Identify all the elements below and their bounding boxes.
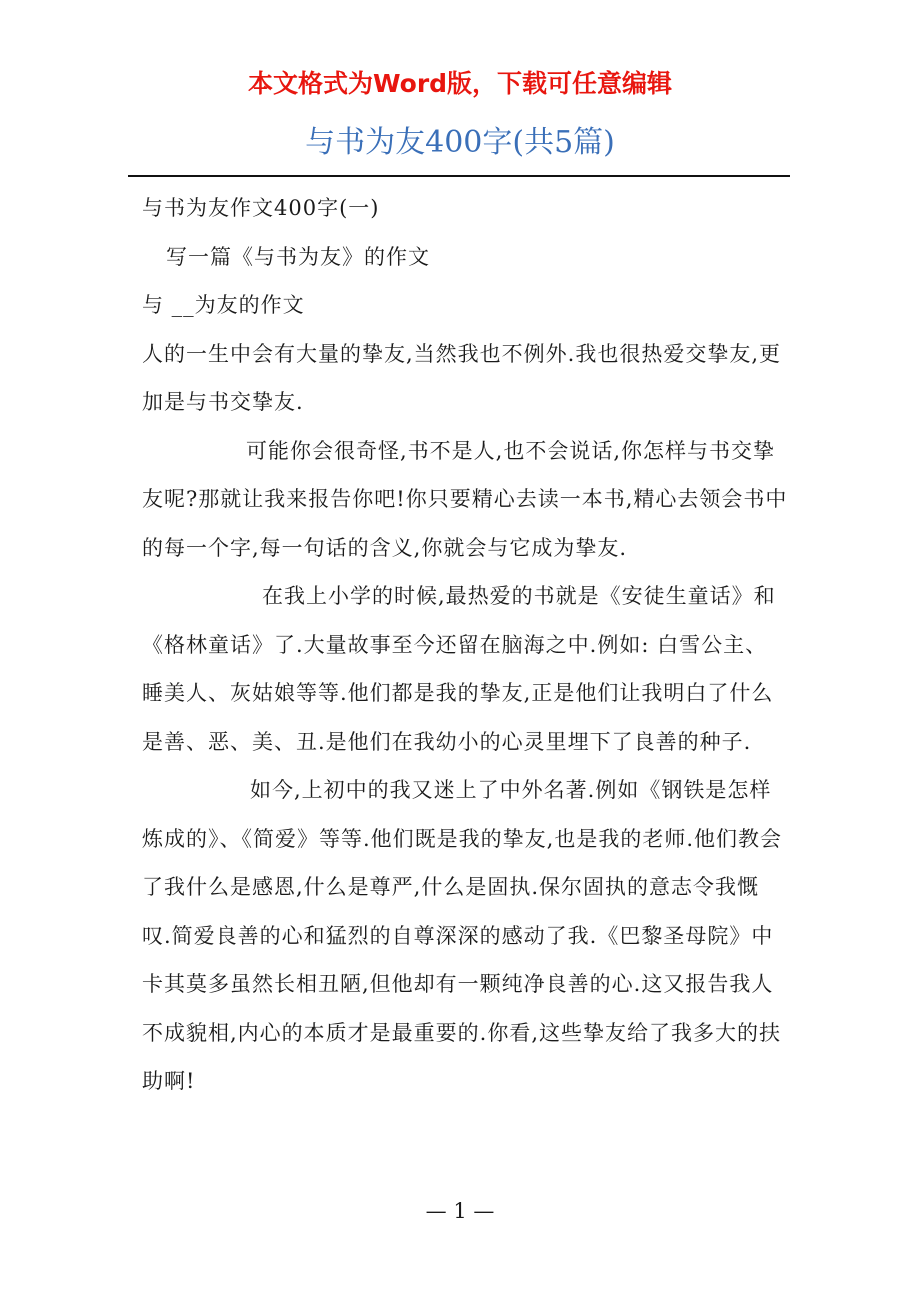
essay-subheading: 写一篇《与书为友》的作文 xyxy=(166,244,430,269)
paragraph-1: 人的一生中会有大量的挚友,当然我也不例外.我也很热爱交挚友,更加是与书交挚友. xyxy=(142,341,782,414)
paragraph-2: 可能你会很奇怪,书不是人,也不会说话,你怎样与书交挚友呢?那就让我来报告你吧!你只要精心去读一本书,精心去领会书中的每一个字,每一句话的含义,你就会与它成为挚友. xyxy=(142,438,788,560)
title-divider xyxy=(128,175,790,177)
document-body xyxy=(142,184,788,1106)
page-number: — 1 — xyxy=(425,1199,495,1223)
essay-heading: 与书为友作文400字(一) xyxy=(142,196,380,220)
paragraph-4: 如今,上初中的我又迷上了中外名著.例如《钢铁是怎样炼成的》、《简爱》等等.他们既是我的挚友,也是我的老师.他们教会了我什么是感恩,什么是尊严,什么是固执.保尔固执的意志令我慨叹.简爱良善的心和猛烈的自尊深深的感动了我.《巴黎圣母院》中卡其莫多虽然长相丑陋,但他却有一颗纯净良善的心.这又报告我人不成貌相,内心的本质才是最重要的.你看,这些挚友给了我多大的扶助啊! xyxy=(142,778,783,1093)
essay-subtitle: 与 __为友的作文 xyxy=(142,293,305,317)
download-banner: 本文格式为Word版，下载可任意编辑 xyxy=(247,69,673,98)
paragraph-3: 在我上小学的时候,最热爱的书就是《安徒生童话》和《格林童话》了.大量故事至今还留在脑海之中.例如: 白雪公主、睡美人、灰姑娘等等.他们都是我的挚友,正是他们让我明白了什么是善、恶、美、丑.是他们在我幼小的心灵里埋下了良善的种子. xyxy=(142,584,776,754)
document-title: 与书为友400字(共5篇) xyxy=(305,125,615,160)
